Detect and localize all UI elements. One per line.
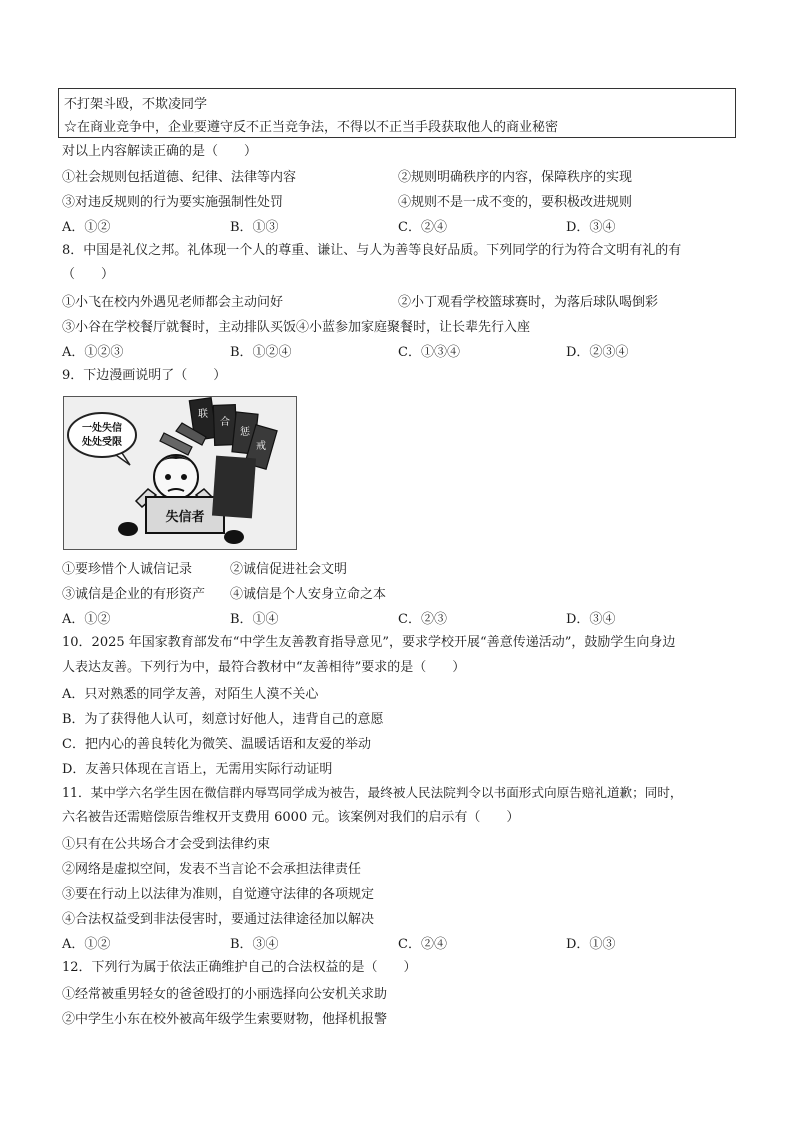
- q12-statement-2: ②中学生小东在校外被高年级学生索要财物，他择机报警: [62, 1012, 388, 1027]
- q7-option-a: A．①②: [62, 220, 111, 235]
- q11-option-b: B．③④: [230, 937, 279, 952]
- q11-option-c: C．②④: [398, 937, 447, 952]
- q7-statement-3: ③对违反规则的行为要实施强制性处罚: [62, 195, 284, 210]
- q11-stem-line-2: 六名被告还需赔偿原告维权开支费用 6000 元。该案例对我们的启示有（ ）: [62, 810, 520, 825]
- q8-statement-1: ①小飞在校内外遇见老师都会主动问好: [62, 295, 284, 310]
- q7-option-c: C．②④: [398, 220, 447, 235]
- q10-option-c: C．把内心的善良转化为微笑、温暖话语和友爱的举动: [62, 737, 371, 752]
- q8-option-b: B．①②④: [230, 345, 292, 360]
- q8-option-c: C．①③④: [398, 345, 460, 360]
- cartoon-flag-3: 惩: [240, 427, 250, 438]
- cartoon-sign-text: 失信者: [165, 510, 205, 525]
- q10-stem-line-1: 10．2025 年国家教育部发布“中学生友善教育指导意见”，要求学校开展“善意传递活动”，鼓励学生向身边: [62, 635, 676, 650]
- q10-option-b: B．为了获得他人认可，刻意讨好他人，违背自己的意愿: [62, 712, 384, 727]
- q7-statement-2: ②规则明确秩序的内容，保障秩序的实现: [398, 170, 633, 185]
- cartoon-drawing: [64, 397, 296, 549]
- q9-option-c: C．②③: [398, 612, 447, 627]
- q8-option-d: D．②③④: [566, 345, 629, 360]
- cartoon-flag-1: 联: [198, 409, 208, 420]
- q9-stem: 9．下边漫画说明了（ ）: [62, 368, 227, 383]
- q11-statement-3: ③要在行动上以法律为准则，自觉遵守法律的各项规定: [62, 887, 375, 902]
- q10-stem-line-2: 人表达友善。下列行为中，最符合教材中“友善相待”要求的是（ ）: [62, 660, 466, 675]
- q8-stem-line-2: （ ）: [62, 267, 115, 282]
- q12-statement-1: ①经常被重男轻女的爸爸殴打的小丽选择向公安机关求助: [62, 987, 388, 1002]
- cartoon-flag-4: 戒: [256, 441, 266, 452]
- rule-excerpt-box: [58, 88, 736, 138]
- q7-option-b: B．①③: [230, 220, 279, 235]
- q9-statement-4: ④诚信是个人安身立命之本: [230, 587, 387, 602]
- q7-stem: 对以上内容解读正确的是（ ）: [62, 144, 258, 159]
- box-line-1: 不打架斗殴，不欺凌同学: [64, 97, 208, 112]
- q8-statement-2: ②小丁观看学校篮球赛时，为落后球队喝倒彩: [398, 295, 659, 310]
- q7-statement-1: ①社会规则包括道德、纪律、法律等内容: [62, 170, 297, 185]
- q8-statement-3-4: ③小谷在学校餐厅就餐时，主动排队买饭④小蓝参加家庭聚餐时，让长辈先行入座: [62, 320, 531, 335]
- cartoon-bubble-line-2: 处处受限: [82, 437, 122, 448]
- q11-option-a: A．①②: [62, 937, 111, 952]
- q8-stem-line-1: 8．中国是礼仪之邦。礼体现一个人的尊重、谦让、与人为善等良好品质。下列同学的行为符合文明有礼的有: [62, 243, 682, 258]
- cartoon-flag-2: 合: [220, 417, 230, 428]
- q9-option-a: A．①②: [62, 612, 111, 627]
- credit-cartoon-image: [63, 396, 297, 550]
- q11-statement-1: ①只有在公共场合才会受到法律约束: [62, 837, 271, 852]
- box-line-2: ☆在商业竞争中，企业要遵守反不正当竞争法，不得以不正当手段获取他人的商业秘密: [64, 120, 559, 135]
- q11-option-d: D．①③: [566, 937, 616, 952]
- q9-option-d: D．③④: [566, 612, 616, 627]
- q10-option-a: A．只对熟悉的同学友善，对陌生人漠不关心: [62, 687, 319, 702]
- q11-stem-line-1: 11．某中学六名学生因在微信群内辱骂同学成为被告，最终被人民法院判令以书面形式向原告赔礼道歉；同时，: [62, 785, 683, 800]
- q9-statement-1: ①要珍惜个人诚信记录: [62, 562, 193, 577]
- q9-option-b: B．①④: [230, 612, 279, 627]
- q10-option-d: D．友善只体现在言语上，无需用实际行动证明: [62, 762, 333, 777]
- q9-statement-2: ②诚信促进社会文明: [230, 562, 348, 577]
- q7-statement-4: ④规则不是一成不变的，要积极改进规则: [398, 195, 633, 210]
- q9-statement-3: ③诚信是企业的有形资产: [62, 587, 206, 602]
- q7-option-d: D．③④: [566, 220, 616, 235]
- q8-option-a: A．①②③: [62, 345, 124, 360]
- cartoon-bubble-line-1: 一处失信: [82, 423, 122, 434]
- q11-statement-2: ②网络是虚拟空间，发表不当言论不会承担法律责任: [62, 862, 362, 877]
- q12-stem: 12．下列行为属于依法正确维护自己的合法权益的是（ ）: [62, 960, 417, 975]
- q11-statement-4: ④合法权益受到非法侵害时，要通过法律途径加以解决: [62, 912, 375, 927]
